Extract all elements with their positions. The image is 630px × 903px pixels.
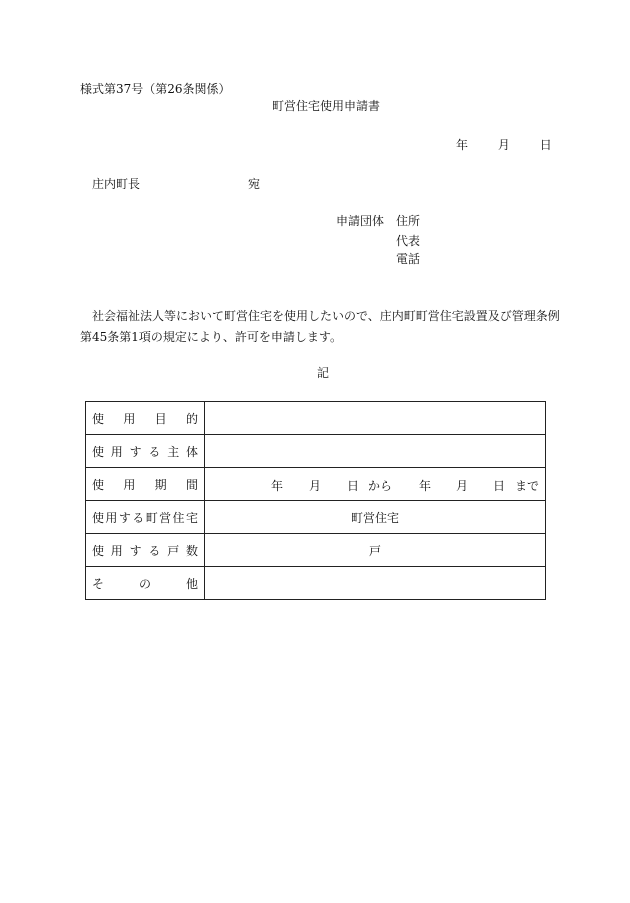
applicant-label: 申請団体 (336, 214, 385, 228)
label-char: 主 (167, 444, 180, 459)
date-day-label: 日 (539, 138, 552, 152)
row-label (86, 435, 205, 468)
label-char: る (148, 543, 161, 558)
applicant-phone-label: 電話 (396, 252, 421, 266)
application-detail-table (85, 401, 546, 600)
row-label (86, 402, 205, 435)
label-text (86, 410, 204, 427)
label-char: 用 (110, 444, 123, 459)
label-char: 宅 (185, 510, 198, 525)
label-char: 使 (92, 411, 105, 426)
label-char: す (118, 510, 131, 525)
period-month-from: 月 (309, 479, 322, 493)
ki-heading: 記 (316, 366, 329, 380)
label-text (86, 575, 204, 592)
label-char: 用 (105, 510, 118, 525)
label-char: す (129, 543, 142, 558)
label-char: る (132, 510, 145, 525)
applicant-representative-label: 代表 (396, 234, 421, 248)
label-char: 体 (185, 444, 198, 459)
period-year-from: 年 (271, 479, 284, 493)
addressee-name: 庄内町長 (92, 177, 141, 191)
table-row (86, 468, 546, 501)
label-char: 使 (92, 477, 105, 492)
label-char: 目 (154, 411, 167, 426)
table-row (86, 501, 546, 534)
label-char: の (138, 576, 151, 591)
label-char: す (129, 444, 142, 459)
housing-field[interactable]: 町営住宅 (205, 501, 546, 534)
label-char: 用 (110, 543, 123, 558)
label-char: 営 (159, 510, 172, 525)
unit-count-field[interactable]: 戸 (205, 534, 546, 567)
applicant-address-label: 住所 (396, 214, 421, 228)
date-year-label: 年 (456, 138, 469, 152)
form-number: 様式第37号（第26条関係） (80, 82, 231, 96)
label-char: 使 (92, 543, 105, 558)
label-char: 用 (123, 477, 136, 492)
label-char: 使 (92, 510, 105, 525)
table-row (86, 567, 546, 600)
usage-period-field[interactable] (205, 468, 546, 501)
addressee-honorific: 宛 (248, 177, 261, 191)
date-line (456, 138, 552, 152)
row-label (86, 534, 205, 567)
label-char: 使 (92, 444, 105, 459)
label-char: 間 (185, 477, 198, 492)
row-label (86, 468, 205, 501)
period-day-from: 日 (347, 479, 360, 493)
label-text (86, 476, 204, 493)
row-label (86, 567, 205, 600)
application-body-text: 社会福祉法人等において町営住宅を使用したいので、庄内町町営住宅設置及び管理条例第45条第1項の規定により、許可を申請します。 (80, 309, 560, 344)
label-char: 町 (145, 510, 158, 525)
label-char: る (148, 444, 161, 459)
period-month-to: 月 (456, 479, 469, 493)
label-text (86, 509, 204, 526)
usage-purpose-field[interactable] (205, 402, 546, 435)
label-char: 他 (185, 576, 198, 591)
row-label (86, 501, 205, 534)
label-char: 住 (172, 510, 185, 525)
table-row (86, 402, 546, 435)
other-field[interactable] (205, 567, 546, 600)
usage-subject-field[interactable] (205, 435, 546, 468)
label-char: 数 (185, 543, 198, 558)
label-char: 戸 (167, 543, 180, 558)
table-row (86, 435, 546, 468)
label-char: 用 (123, 411, 136, 426)
period-until-text: まで (515, 479, 540, 493)
period-year-to: 年 (419, 479, 432, 493)
label-char: そ (92, 576, 105, 591)
document-title: 町営住宅使用申請書 (271, 99, 380, 113)
label-text (86, 443, 204, 460)
period-day-to: 日 (493, 479, 506, 493)
label-text (86, 542, 204, 559)
addressee (92, 177, 260, 191)
table-row (86, 534, 546, 567)
period-from-text: から (368, 479, 393, 493)
label-char: 期 (154, 477, 167, 492)
label-char: 的 (185, 411, 198, 426)
date-month-label: 月 (497, 138, 510, 152)
